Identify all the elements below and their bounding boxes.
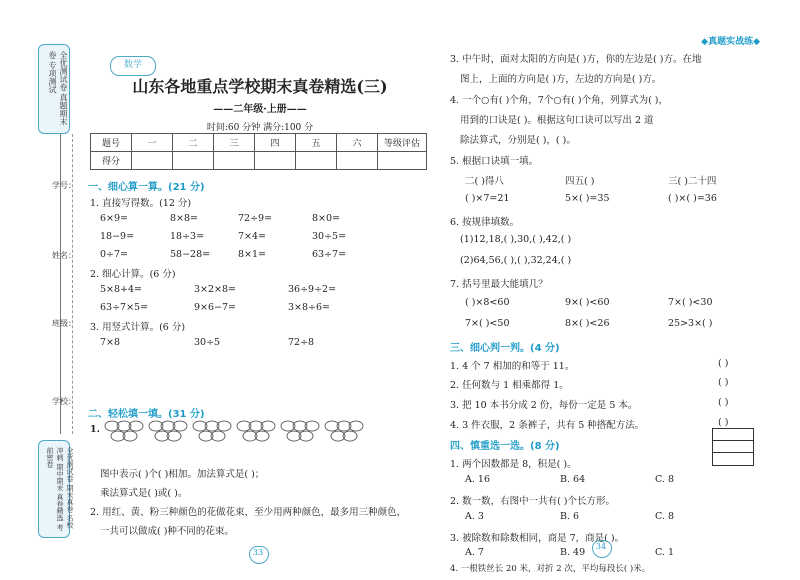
vertical-calc-item: 72÷8 (288, 337, 315, 348)
flower-group (105, 421, 143, 441)
inequality-item: 7×( )<30 (668, 297, 713, 308)
choice-question-4: 4. 一根铁丝长 20 米，对折 2 次，平均每段长( )米。 (450, 564, 651, 574)
fill-question-2-line-a: 2. 用红、黄、粉三种颜色的花做花束，至少用两种颜色，最多用三种颜色， (90, 507, 407, 518)
field-class: 班级： (52, 319, 76, 328)
fill-item: 三( )二十四 (668, 176, 717, 187)
score-cell: 等级评估 (378, 134, 427, 152)
score-input-cell[interactable] (337, 152, 378, 170)
calc-item: 63÷7= (312, 249, 347, 260)
grade-label: ——二年级·上册—— (213, 104, 307, 115)
calc-item: 72÷9= (238, 213, 273, 224)
score-input-cell[interactable] (296, 152, 337, 170)
page-number-left: 33 (252, 548, 264, 557)
choice-option[interactable]: A. 7 (465, 547, 484, 558)
calc-item: 7×4= (238, 231, 267, 242)
flower-group (149, 421, 187, 441)
right-question-6: 6. 按规律填数。 (450, 217, 520, 228)
rectangle-figure (712, 428, 754, 466)
calc-item: 9×6−7= (194, 302, 237, 313)
calc-item: 58−28= (170, 249, 211, 260)
inequality-item: 7×( )<50 (465, 318, 510, 329)
binding-line (60, 134, 61, 434)
calc-item: 0÷7= (100, 249, 129, 260)
flower-group (281, 421, 319, 441)
choice-option[interactable]: C. 8 (655, 474, 675, 485)
fill-item: ( )×7=21 (465, 193, 510, 204)
judge-item-3: 3. 把 10 本书分成 2 份，每份一定是 5 本。 (450, 400, 638, 411)
right-question-5: 5. 根据口诀填一填。 (450, 156, 539, 167)
choice-option[interactable]: B. 49 (560, 547, 586, 558)
score-cell: 五 (296, 134, 337, 152)
calc-item: 63÷7×5= (100, 302, 149, 313)
calc-item: 18−9= (100, 231, 135, 242)
section-badge: ◆真题实战练◆ (701, 37, 760, 47)
calc-item: 5×8+4= (100, 284, 143, 295)
fill-item: 5×( )=35 (565, 193, 610, 204)
judge-item-2: 2. 任何数与 1 相乘都得 1。 (450, 380, 569, 391)
calc-item: 8×1= (238, 249, 267, 260)
time-score-label: 时间:60 分钟 满分:100 分 (206, 123, 314, 133)
cut-line (72, 134, 73, 434)
fill-question-1-number: 1. (90, 424, 100, 435)
calc-item: 18÷3= (170, 231, 205, 242)
fill-item: 二( )得八 (465, 176, 504, 187)
fill-item: 四五( ) (565, 176, 595, 187)
judge-answer-box[interactable]: ( ) (718, 417, 729, 428)
page-title: 山东各地重点学校期末真卷精选(三) (132, 77, 388, 96)
calc-item: 3×8÷6= (288, 302, 331, 313)
right-question-4-line-c: 除法算式，分别是( )，( )。 (460, 135, 576, 146)
binding-strip-top (38, 44, 70, 134)
judge-answer-box[interactable]: ( ) (718, 377, 729, 388)
right-question-3-line-b: 图上，上面的方向是( )方，左边的方向是( )方。 (460, 74, 662, 85)
pattern-row-1: (1)12,18,( ),30,( ),42,( ) (460, 234, 572, 245)
fill-question-2-line-b: 一共可以做成( )种不同的花束。 (100, 526, 234, 537)
score-table (90, 133, 427, 170)
score-table-header-row (91, 134, 427, 152)
choice-question-1: 1. 两个因数都是 8，积是( )。 (450, 459, 577, 470)
pattern-row-2: (2)64,56,( ),( ),32,24,( ) (460, 255, 572, 266)
choice-option[interactable]: A. 3 (465, 511, 484, 522)
section-4-heading: 四、慎重选一选。(8 分) (450, 441, 560, 452)
calc-item: 6×9= (100, 213, 129, 224)
score-input-cell[interactable] (173, 152, 214, 170)
score-cell: 题号 (91, 134, 132, 152)
choice-question-2: 2. 数一数，右图中一共有( )个长方形。 (450, 496, 616, 507)
fill-question-1-line-b: 乘法算式是( )或( )。 (100, 488, 188, 499)
judge-item-4: 4. 3 件衣服，2 条裤子，共有 5 种搭配方法。 (450, 420, 645, 431)
question-3: 3. 用竖式计算。(6 分) (90, 322, 186, 333)
calc-item: 36÷9÷2= (288, 284, 337, 295)
page-number-right: 34 (595, 542, 607, 551)
field-name: 姓名： (52, 251, 76, 260)
right-question-4-line-a: 4. 一个○有( )个角，7个○有( )个角，列算式为( )， (450, 95, 669, 106)
choice-option[interactable]: C. 1 (655, 547, 675, 558)
judge-answer-box[interactable]: ( ) (718, 397, 729, 408)
right-question-7: 7. 括号里最大能填几？ (450, 279, 548, 290)
calc-item: 8×8= (170, 213, 199, 224)
score-cell: 三 (214, 134, 255, 152)
inequality-item: 8×( )<26 (565, 318, 610, 329)
choice-option[interactable]: B. 64 (560, 474, 586, 485)
fill-item: ( )×( )=36 (668, 193, 717, 204)
score-cell: 二 (173, 134, 214, 152)
choice-option[interactable]: A. 16 (465, 474, 490, 485)
binding-strip-bottom (38, 440, 74, 538)
choice-question-3: 3. 被除数和除数相同，商是 7，商是( )。 (450, 533, 625, 544)
score-input-cell[interactable] (214, 152, 255, 170)
field-school: 学校： (52, 397, 76, 406)
fill-question-1-line-a: 图中表示( )个( )相加。加法算式是( )； (100, 469, 265, 480)
score-cell: 一 (132, 134, 173, 152)
choice-option[interactable]: C. 8 (655, 511, 675, 522)
score-cell: 六 (337, 134, 378, 152)
strip-bottom-text: 全优测试卷 期末真卷 名校冲刺 期中期末 真卷精选 考前密卷 (46, 447, 74, 531)
score-table-score-row (91, 152, 427, 170)
right-question-3-line-a: 3. 中午时，面对太阳的方向是( )方，你的左边是( )方。在地 (450, 54, 702, 65)
subject-badge: 数学 (110, 56, 156, 76)
question-2: 2. 细心计算。(6 分) (90, 269, 176, 280)
vertical-calc-item: 30÷5 (194, 337, 221, 348)
field-student-number: 学号： (52, 181, 76, 190)
question-1: 1. 直接写得数。(12 分) (90, 198, 192, 209)
right-question-4-line-b: 用到的口诀是( )。根据这句口诀可以写出 2 道 (460, 115, 654, 126)
calc-item: 30÷5= (312, 231, 347, 242)
score-cell: 四 (255, 134, 296, 152)
inequality-item: 25>3×( ) (668, 318, 713, 329)
score-input-cell[interactable] (255, 152, 296, 170)
flower-group (193, 421, 231, 441)
flower-groups-image (102, 418, 372, 444)
score-input-cell[interactable] (378, 152, 427, 170)
section-3-heading: 三、细心判一判。(4 分) (450, 343, 560, 354)
vertical-calc-item: 7×8 (100, 337, 121, 348)
strip-top-text: 全优测试卷 真题期末卷 专项测试 (48, 51, 68, 126)
choice-option[interactable]: B. 6 (560, 511, 580, 522)
score-cell: 得分 (91, 152, 132, 170)
judge-item-1: 1. 4 个 7 相加的和等于 11。 (450, 361, 575, 372)
section-1-heading: 一、细心算一算。(21 分) (88, 182, 205, 193)
calc-item: 3×2×8= (194, 284, 237, 295)
score-input-cell[interactable] (132, 152, 173, 170)
calc-item: 8×0= (312, 213, 341, 224)
inequality-item: ( )×8<60 (465, 297, 510, 308)
flower-group (325, 421, 363, 441)
section-2-heading: 二、轻松填一填。(31 分) (88, 409, 205, 420)
judge-answer-box[interactable]: ( ) (718, 358, 729, 369)
inequality-item: 9×( )<60 (565, 297, 610, 308)
flower-group (237, 421, 275, 441)
